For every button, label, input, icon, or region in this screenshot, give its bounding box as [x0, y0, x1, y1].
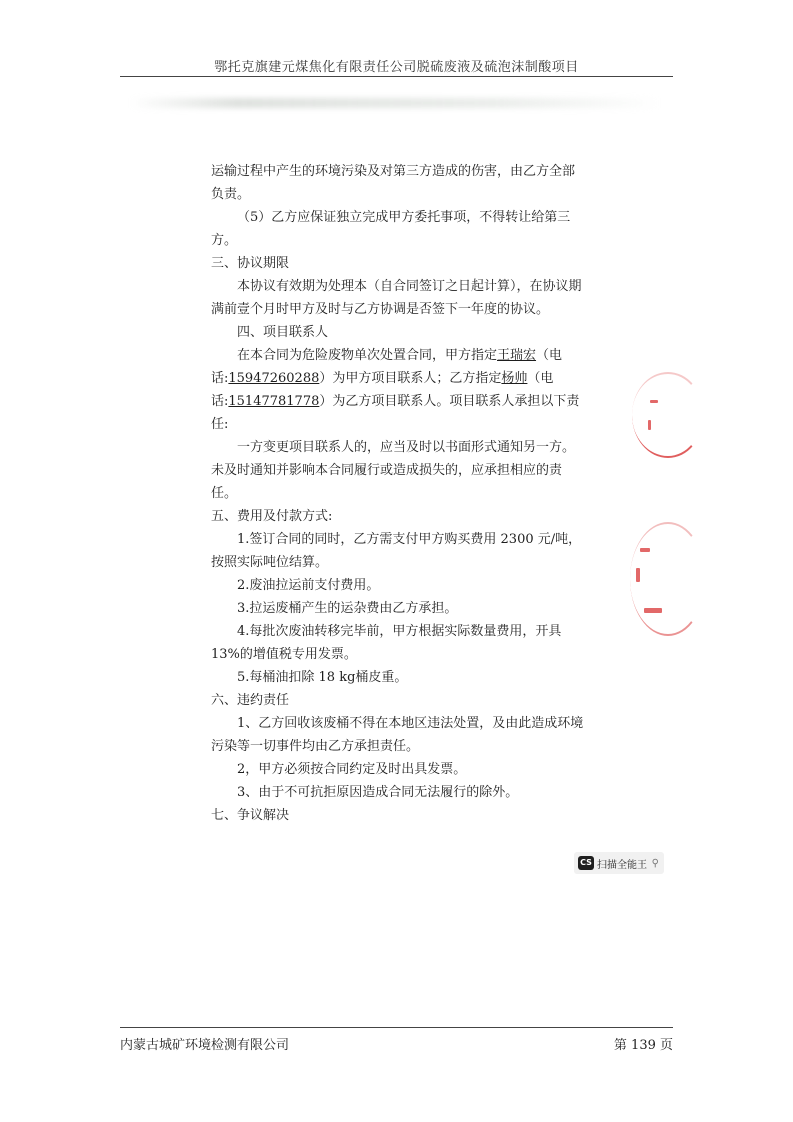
fee-item-3: 3.拉运废桶产生的运杂费由乙方承担。: [237, 601, 458, 616]
contacts-text-d: （电话:: [211, 371, 554, 409]
red-seal-partial-bottom: [630, 522, 706, 636]
contact-phone-party-b: 15147781778: [228, 394, 320, 409]
header-rule: [120, 76, 673, 77]
seal-fragment: [650, 400, 658, 403]
section-heading-fees: 五、费用及付款方式:: [211, 509, 333, 524]
contacts-text-c: ）为甲方项目联系人；乙方指定: [319, 371, 502, 386]
search-icon: ⚲: [651, 857, 659, 869]
fee-item-1: 1.签订合同的同时，乙方需支付甲方购买费用 2300 元/吨，按照实际吨位结算。: [211, 532, 582, 570]
paragraph-no-transfer: （5）乙方应保证独立完成甲方委托事项，不得转让给第三方。: [211, 210, 571, 248]
breach-item-2: 2，甲方必须按合同约定及时出具发票。: [237, 762, 467, 777]
contacts-text-b: （电话:: [211, 348, 563, 386]
section-heading-term: 三、协议期限: [211, 256, 290, 271]
seal-fragment: [644, 608, 662, 613]
fee-item-5: 5.每桶油扣除 18 kg桶皮重。: [237, 670, 408, 685]
camscanner-watermark: [574, 852, 664, 874]
breach-item-3: 3、由于不可抗拒原因造成合同无法履行的除外。: [237, 785, 519, 800]
fee-item-4: 4.每批次废油转移完毕前，甲方根据实际数量费用，开具 13%的增值税专用发票。: [211, 624, 562, 662]
page-header-title: 鄂托克旗建元煤焦化有限责任公司脱硫废液及硫泡沫制酸项目: [214, 60, 579, 75]
contact-name-party-b: 杨帅: [501, 371, 528, 386]
footer-company: 内蒙古城矿环境检测有限公司: [120, 1038, 290, 1053]
seal-fragment: [640, 548, 650, 552]
contacts-text-e: ）为乙方项目联系人。项目联系人承担以下责任:: [211, 394, 580, 432]
footer-page-number: 第 139 页: [613, 1038, 673, 1053]
paragraph-transport-liability: 运输过程中产生的环境污染及对第三方造成的伤害，由乙方全部负责。: [211, 164, 576, 202]
scan-smudge: [130, 98, 660, 108]
seal-fragment: [636, 568, 640, 582]
red-seal-partial-top: [632, 372, 704, 458]
footer-rule: [120, 1027, 673, 1028]
section-heading-contacts: 四、项目联系人: [237, 325, 329, 340]
contacts-text-a: 在本合同为危险废物单次处置合同，甲方指定: [237, 348, 498, 363]
section-heading-breach: 六、违约责任: [211, 693, 290, 708]
camscanner-text: 扫描全能王: [597, 859, 647, 871]
contact-phone-party-a: 15947260288: [228, 371, 320, 386]
contract-body: [211, 160, 586, 827]
fee-item-2: 2.废油拉运前支付费用。: [237, 578, 380, 593]
paragraph-term: 本协议有效期为处理本（自合同签订之日起计算），在协议期满前壹个月时甲方及时与乙方协调是否签下一年度的协议。: [211, 279, 582, 317]
contact-name-party-a: 王瑞宏: [497, 348, 537, 363]
breach-item-1: 1、乙方回收该废桶不得在本地区违法处置，及由此造成环境污染等一切事件均由乙方承担责任。: [211, 716, 584, 754]
seal-fragment: [648, 420, 651, 430]
camscanner-logo-icon: CS: [578, 856, 594, 870]
paragraph-contacts: [211, 344, 586, 436]
paragraph-contact-change: 一方变更项目联系人的，应当及时以书面形式通知另一方。未及时通知并影响本合同履行或造成损失的，应承担相应的责任。: [211, 440, 576, 501]
section-heading-disputes: 七、争议解决: [211, 808, 290, 823]
